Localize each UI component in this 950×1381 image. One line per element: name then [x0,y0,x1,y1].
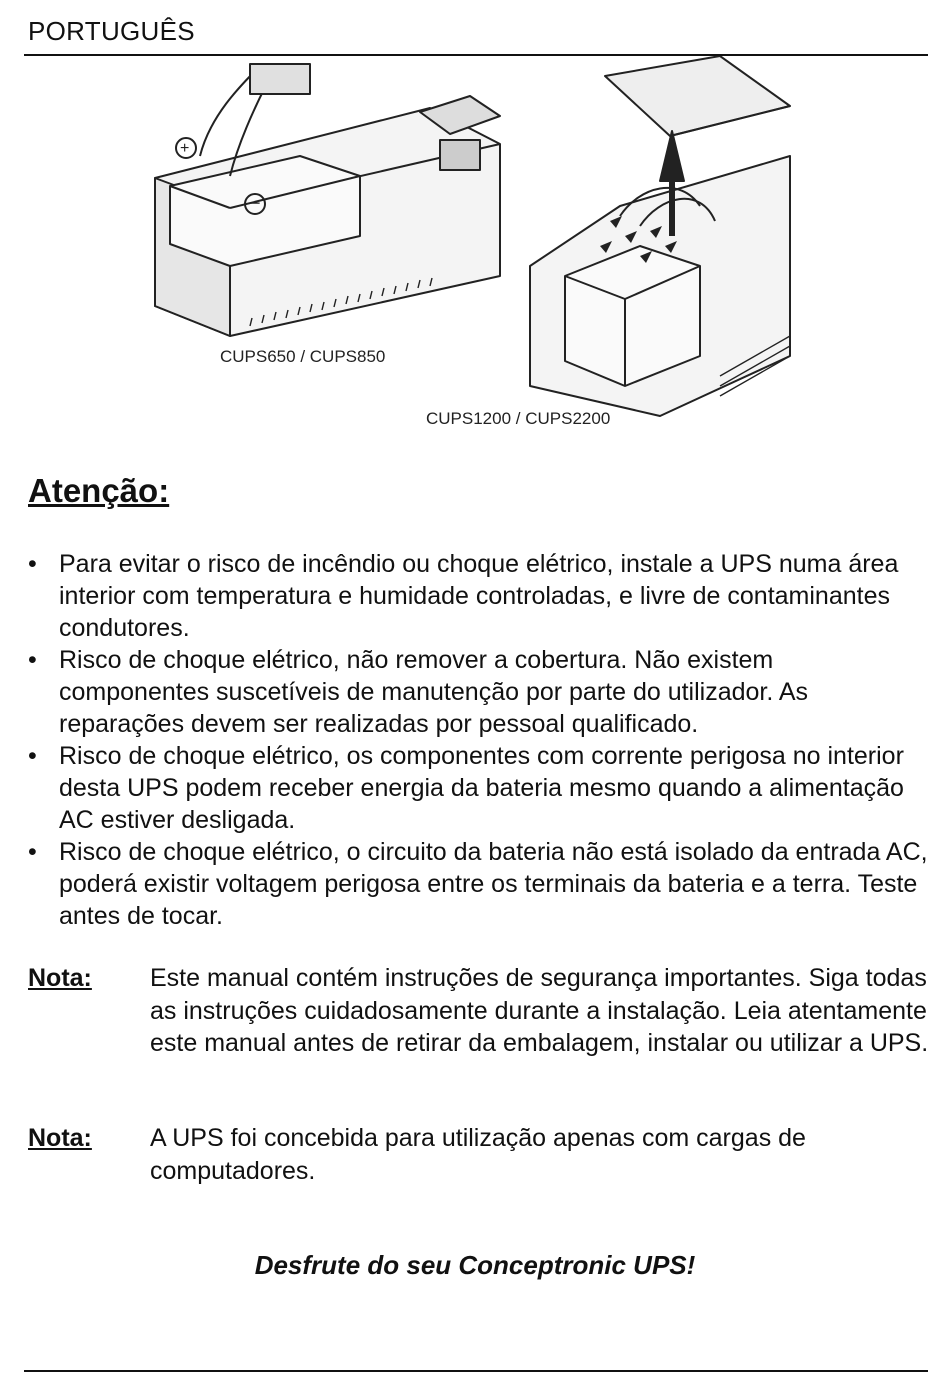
bottom-divider [24,1370,928,1372]
bullet-icon: • [28,838,37,866]
note-label: Nota: [28,1124,92,1152]
language-label: PORTUGUÊS [28,16,195,46]
warning-heading: Atenção: [28,472,170,509]
figure-caption-left: CUPS650 / CUPS850 [220,347,386,366]
warning-item [28,836,928,932]
warning-item [28,644,928,740]
bullet-icon: • [28,550,37,578]
warning-item-text: Risco de choque elétrico, não remover a cobertura. Não existem componentes suscetíveis de manutenção por parte do utilizador. As reparações devem ser realizadas por pessoal qualificado. [59,646,809,738]
svg-text:+: + [180,140,190,157]
note-label: Nota: [28,964,92,992]
small-ups-unit [155,64,500,336]
warning-list [28,548,928,932]
warning-item-text: Para evitar o risco de incêndio ou choque elétrico, instale a UPS numa área interior com temperatura e humidade controladas, e livre de contaminantes condutores. [59,550,899,642]
note-text: Este manual contém instruções de segurança importantes. Siga todas as instruções cuidadosamente durante a instalação. Leia atentamente este manual antes de retirar da embalagem, instalar ou utilizar a UPS. [150,964,929,1057]
warning-item-text: Risco de choque elétrico, os componentes com corrente perigosa no interior desta UPS podem receber energia da bateria mesmo quando a alimentação AC estiver desligada. [59,742,904,834]
ups-battery-diagram [0,56,950,436]
figure-caption-right: CUPS1200 / CUPS2200 [426,409,611,428]
warning-item [28,740,928,836]
battery-installation-illustration [0,56,950,436]
bullet-icon: • [28,742,37,770]
warning-item [28,548,928,644]
note-safety [28,962,933,1060]
note-text: A UPS foi concebida para utilização apenas com cargas de computadores. [150,1124,806,1185]
bullet-icon: • [28,646,37,674]
large-ups-unit [530,56,790,416]
closing-message: Desfrute do seu Conceptronic UPS! [254,1250,696,1280]
note-usage [28,1122,933,1187]
svg-text:−: − [250,193,261,213]
warning-item-text: Risco de choque elétrico, o circuito da bateria não está isolado da entrada AC, poderá existir voltagem perigosa entre os terminais da bateria e a terra. Teste antes de tocar. [59,838,928,930]
